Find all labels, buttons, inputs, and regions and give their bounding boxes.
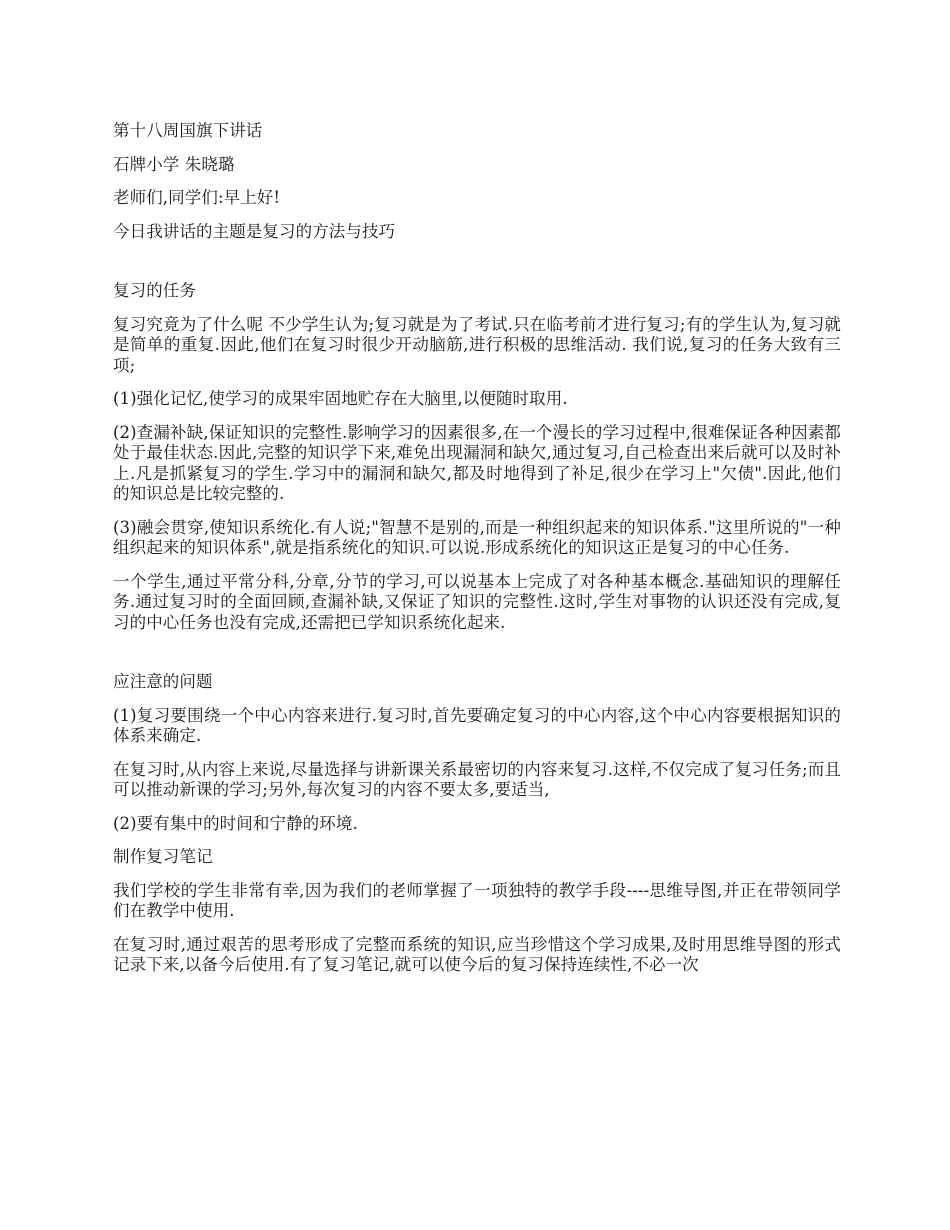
topic-line: 今日我讲话的主题是复习的方法与技巧 bbox=[113, 221, 396, 241]
document-page bbox=[113, 121, 841, 989]
spacer bbox=[113, 255, 841, 281]
paragraph: (2)查漏补缺,保证知识的完整性.影响学习的因素很多,在一个漫长的学习过程中,很难保证各种因素都处于最佳状态.因此,完整的知识学下来,难免出现漏洞和缺欠,通过复习,自己检查出来后就可以及时补上.凡是抓紧复习的学生.学习中的漏洞和缺欠,都及时地得到了补足,很少在学习上"欠债".因此,他们的知识总是比较完整的. bbox=[113, 422, 841, 503]
author-line: 石牌小学 朱晓璐 bbox=[113, 154, 235, 174]
paragraph: (1)强化记忆,使学习的成果牢固地贮存在大脑里,以便随时取用. bbox=[113, 389, 568, 408]
spacer bbox=[113, 646, 841, 672]
document-title: 第十八周国旗下讲话 bbox=[113, 121, 263, 140]
section-heading-review-notes: 制作复习笔记 bbox=[113, 847, 213, 866]
paragraph: 在复习时,从内容上来说,尽量选择与讲新课关系最密切的内容来复习.这样,不仅完成了复习任务;而且可以推动新课的学习;另外,每次复习的内容不要太多,要适当, bbox=[113, 759, 841, 799]
section-heading-review-tasks: 复习的任务 bbox=[113, 281, 196, 300]
paragraph: 一个学生,通过平常分科,分章,分节的学习,可以说基本上完成了对各种基本概念.基础知识的理解任务.通过复习时的全面回顾,查漏补缺,又保证了知识的完整性.这时,学生对事物的认识还没有完成,复习的中心任务也没有完成,还需把已学知识系统化起来. bbox=[113, 571, 841, 632]
paragraph: 复习究竟为了什么呢 不少学生认为;复习就是为了考试.只在临考前才进行复习;有的学生认为,复习就是简单的重复.因此,他们在复习时很少开动脑筋,进行积极的思维活动. 我们说,复习的任务大致有三项; bbox=[113, 314, 841, 375]
paragraph: 我们学校的学生非常有幸,因为我们的老师掌握了一项独特的教学手段----思维导图,并正在带领同学们在教学中使用. bbox=[113, 880, 841, 920]
paragraph: (2)要有集中的时间和宁静的环境. bbox=[113, 813, 358, 833]
paragraph: (1)复习要围绕一个中心内容来进行.复习时,首先要确定复习的中心内容,这个中心内容要根据知识的体系来确定. bbox=[113, 705, 841, 745]
section-heading-notes: 应注意的问题 bbox=[113, 672, 213, 691]
paragraph: (3)融会贯穿,使知识系统化.有人说;"智慧不是别的,而是一种组织起来的知识体系."这里所说的"一种组织起来的知识体系",就是指系统化的知识.可以说.形成系统化的知识这正是复习的中心任务. bbox=[113, 517, 841, 557]
paragraph: 在复习时,通过艰苦的思考形成了完整而系统的知识,应当珍惜这个学习成果,及时用思维导图的形式记录下来,以备今后使用.有了复习笔记,就可以使今后的复习保持连续性,不必一次 bbox=[113, 934, 841, 974]
greeting: 老师们,同学们:早上好! bbox=[113, 188, 281, 207]
